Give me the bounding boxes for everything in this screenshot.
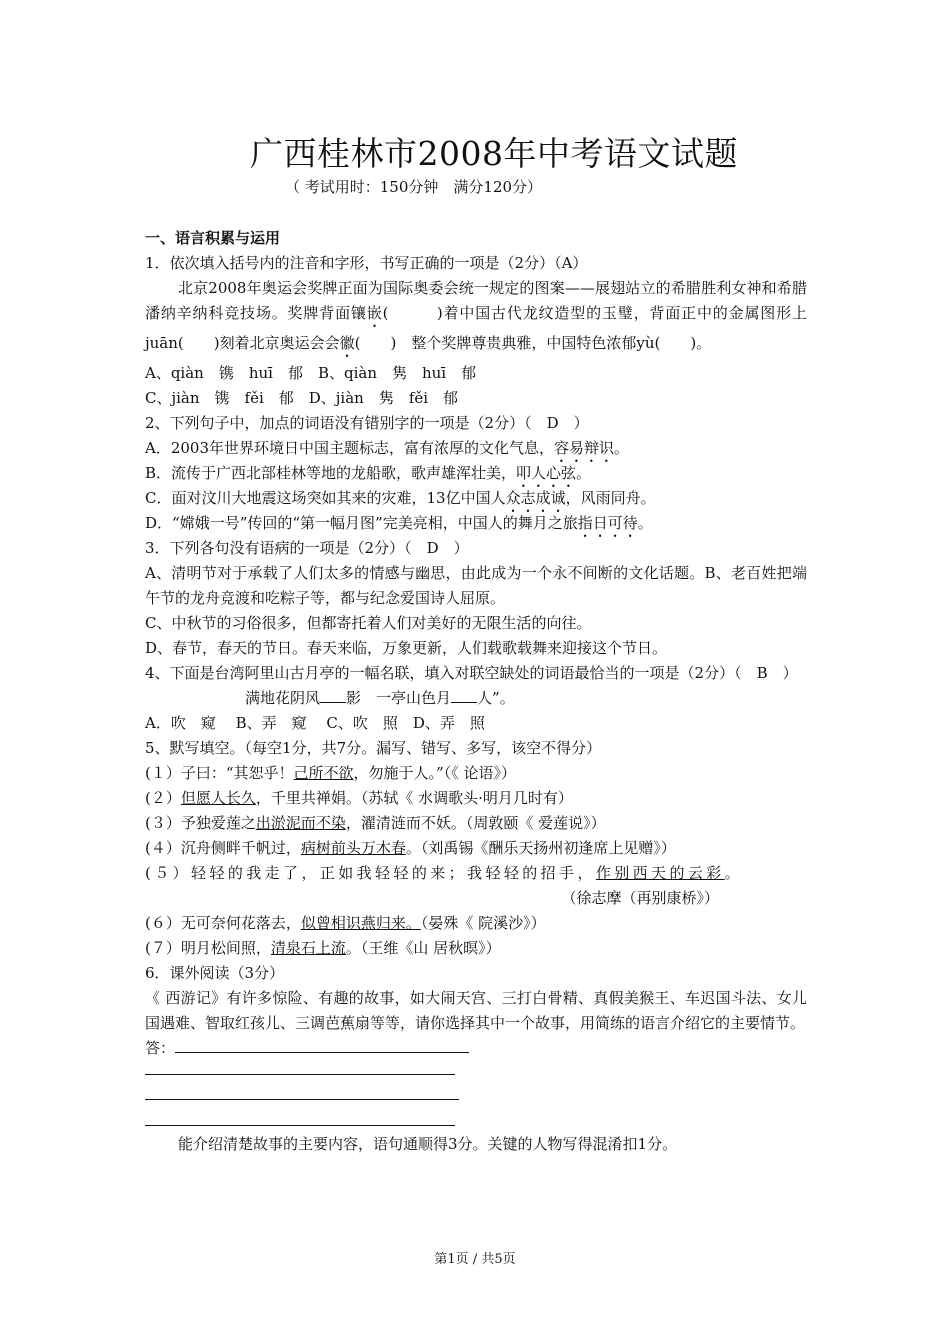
dotted-char: 嵌 [366,304,383,322]
question-6-text: 《 西游记》有许多惊险、有趣的故事，如大闹天宫、三打白骨精、真假美猴王、车迟国斗法、女儿国遇难、智取红孩儿、三调芭蕉扇等等，请你选择其中一个故事，用简练的语言介绍它的主要情节。 [145,989,807,1032]
dotted-phrase: 众志成诚 [505,489,566,507]
answer-text: 作别西天的云彩 [595,864,725,882]
recitation-line-1 [145,761,807,786]
line-text: 。（王维《山 居秋暝》） [345,939,501,957]
passage-part: ( )着中国古代龙纹造型的玉璧，背面正中的金属图形上juān( )刻着北京奥运会会 [145,304,807,352]
answer-text: 病树前头万木春 [300,839,406,857]
recitation-line-7 [145,936,807,961]
line-text: ，勿施于人。”（《 论语》） [353,764,516,782]
option-text: A．2003年世界环境日中国主题标志，富有浓厚的文化气息， [145,439,555,457]
question-1-stem: 1．依次填入括号内的注音和字形，书写正确的一项是（2分）（A） [145,254,588,272]
section-heading: 一、语言积累与运用 [145,229,281,247]
option-text: 。 [637,514,653,532]
option-text: D．“嫦娥一号”传回的“第一幅月图”完美亮相，中国人的舞月之旅 [145,514,578,532]
question-2-stem: 2、下列句子中，加点的词语没有错别字的一项是（2分）（ D ） [145,414,589,432]
couplet-blank [451,686,477,703]
option-text: C．面对汶川大地震这场突如其来的灾难，13亿中国人 [145,489,506,507]
question-3-stem: 3．下列各句没有语病的一项是（2分）（ D ） [145,539,469,557]
passage-part: ( ) 整个奖牌尊贵典雅，中国特色浓郁yù( )。 [354,334,712,352]
question-2-option-b [145,461,807,486]
question-1-passage [145,276,807,361]
line-text: (７）明月松间照， [145,939,271,957]
line-text: 。（刘禹锡《酬乐天扬州初逢席上见赠》） [405,839,676,857]
option-text: B．流传于广西北部桂林等地的龙船歌，歌声雄浑壮美， [145,464,517,482]
answer-label: 答： [145,1039,176,1057]
recitation-line-2 [145,786,807,811]
question-2-option-c [145,486,807,511]
answer-text: 但愿人长久 [180,789,256,807]
recitation-line-6 [145,911,807,936]
recitation-line-5 [145,861,807,886]
question-2-option-d [145,511,807,536]
line-text: 。 [724,864,744,882]
dotted-phrase: 容易辩识 [554,439,615,457]
answer-text: 己所不欲 [293,764,354,782]
question-3-option-d: D、春节，春天的节日。春天来临，万象更新，人们载歌载舞来迎接这个节日。 [145,639,668,657]
answer-text: 出淤泥而不染 [255,814,346,832]
couplet-part: 影 一亭山色月 [346,689,452,707]
question-1-options-ab: A、qiàn 镌 huī 郁 B、qiàn 隽 huī 郁 [145,364,477,382]
line-text: (３）予独爱莲之 [145,814,256,832]
question-3-options-ab: A、清明节对于承载了人们太多的情感与幽思，由此成为一个永不间断的文化话题。B、老百姓把端午节的龙舟竞渡和吃粽子等，都与纪念爱国诗人屈原。 [145,564,807,607]
line-text: （晏殊《 院溪沙》） [420,914,546,932]
line-text: ，濯清涟而不妖。（周敦颐《 爱莲说》） [345,814,606,832]
answer-text: 清泉石上流 [270,939,346,957]
option-text: 。 [614,439,630,457]
dotted-phrase: 指日可待 [577,514,638,532]
option-text: 。 [576,464,592,482]
answer-blank [175,1036,469,1053]
question-6-stem: 6．课外阅读（3分） [145,964,285,982]
line-text: (６）无可奈何花落去， [145,914,301,932]
passage-part: 北京2008年奥运会奖牌正面为国际奥委会统一规定的图案——展翅站立的希腊胜利女神和希腊潘纳辛纳科竞技场。奖牌背面镶 [145,279,807,322]
scoring-note: 能介绍清楚故事的主要内容，语句通顺得3分。关键的人物写得混淆扣1分。 [178,1135,678,1153]
line-text: (４）沉舟侧畔千帆过， [145,839,301,857]
question-4-couplet [145,686,807,711]
option-text: ，风雨同舟。 [565,489,656,507]
question-3-option-c: C、中秋节的习俗很多，但都寄托着人们对美好的无限生活的向往。 [145,614,592,632]
line-text: (２） [145,789,181,807]
recitation-line-4 [145,836,807,861]
couplet-part: 人”。 [477,689,515,707]
line-text: (１）子曰：“其恕乎！ [145,764,294,782]
recitation-line-5-source: （徐志摩（再别康桥》） [561,889,719,907]
answer-line [145,1036,807,1061]
question-1-options-cd: C、jiàn 镌 fěi 郁 D、jiàn 隽 fěi 郁 [145,389,459,407]
answer-text: 似曾相识燕归来。 [300,914,421,932]
dotted-phrase: 叩人心弦 [516,464,577,482]
couplet-blank [320,686,346,703]
question-4-stem: 4、下面是台湾阿里山古月亭的一幅名联，填入对联空缺处的词语最恰当的一项是（2分）（ B ） [145,664,798,682]
page-footer: 第1页 / 共5页 [434,1252,516,1267]
line-text: (５）轻轻的我走了，正如我轻轻的来；我轻轻的招手， [145,864,596,882]
page-title: 广西桂林市2008年中考语文试题 [250,134,738,173]
question-5-stem: 5、默写填空。（每空1分，共7分。漏写、错写、多写，该空不得分） [145,739,602,757]
recitation-line-3 [145,811,807,836]
question-2-option-a [145,436,807,461]
exam-body [145,226,807,1157]
dotted-char: 徽 [339,334,355,352]
question-4-options: A．吹 窥 B、弄 窥 C、吹 照 D、弄 照 [145,714,485,732]
line-text: ，千里共禅娟。（苏轼《 水调歌头·明月几时有） [255,789,573,807]
exam-info: （ 考试用时：150分钟 满分120分） [285,178,543,196]
couplet-part: 满地花阴风 [245,689,321,707]
